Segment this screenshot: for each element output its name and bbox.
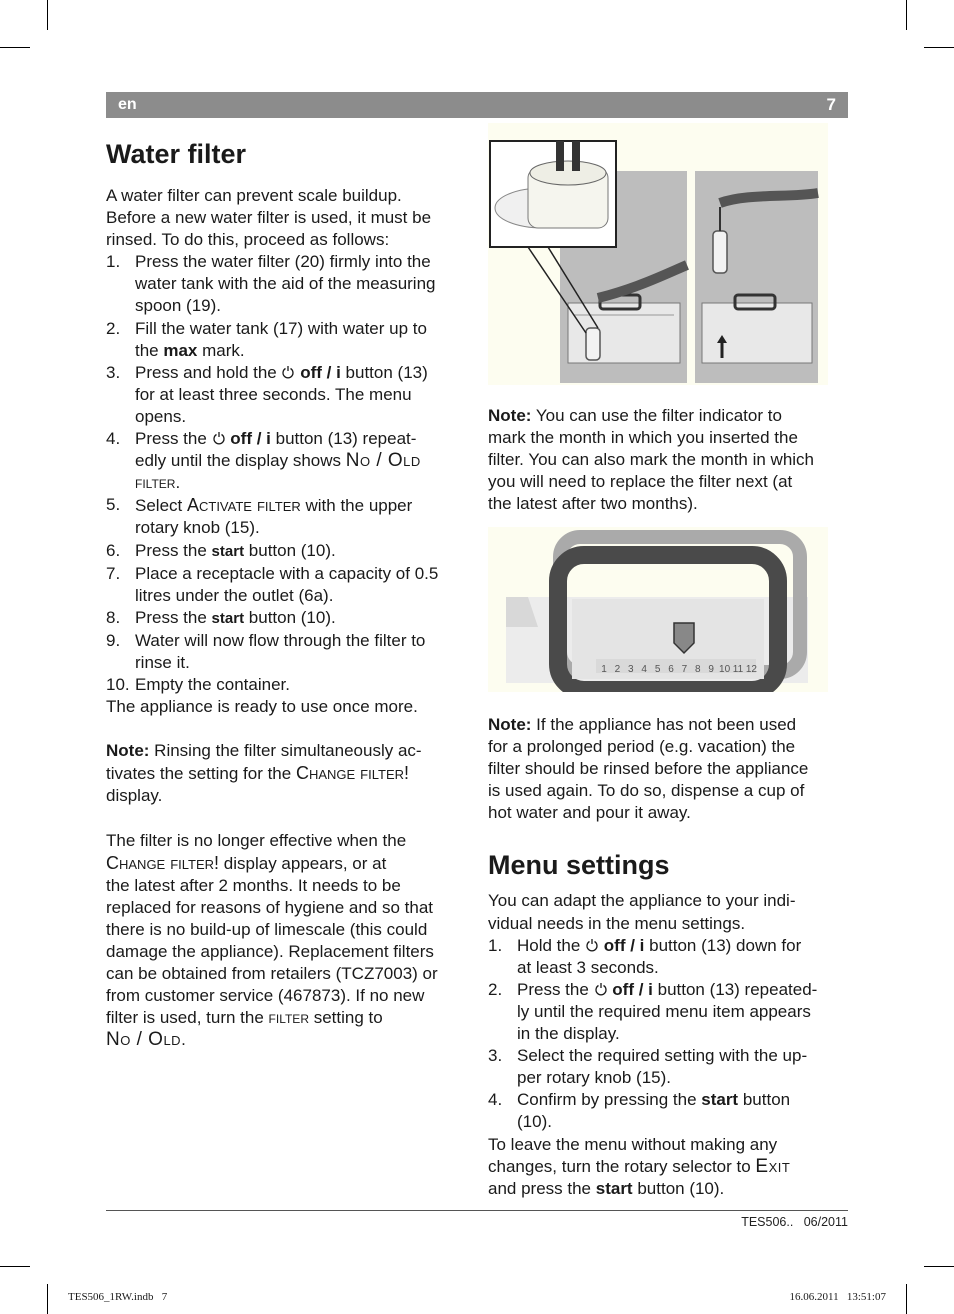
crop-mark — [924, 1266, 954, 1267]
step-text: Water will now flow through the filter to — [135, 630, 426, 650]
note-paragraph: display. — [106, 786, 163, 806]
note-line: Note: You can use the filter indicator to — [488, 406, 782, 425]
section-title: Water filter — [106, 139, 247, 169]
step-item — [106, 630, 468, 674]
note-line: Note: If the appliance has not been used — [488, 715, 797, 734]
month-label: 5 — [654, 664, 661, 675]
step-text: rinse it. — [135, 652, 190, 672]
month-label: 3 — [628, 664, 634, 675]
leave-menu-line: changes, turn the rotary selector to Exit — [488, 1155, 791, 1177]
intro-line: rinsed. To do this, proceed as follows: — [106, 230, 390, 250]
leave-menu-line: To leave the menu without making any — [488, 1134, 778, 1154]
filter-info-line: the latest after 2 months. It needs to be — [106, 875, 401, 895]
step-text: edly until the display shows No / Old — [135, 450, 421, 472]
step-item: 2. Press the off / i button (13) repeated- ly until the required menu item appears in the display. — [488, 979, 818, 1044]
step-text: filter. — [135, 473, 181, 493]
filter-info-line: damage the appliance). Replacement filters — [106, 942, 434, 961]
step-item: 4. Confirm by pressing the start button (10). — [488, 1090, 791, 1132]
step-item — [106, 362, 468, 428]
filter-info-line: there is no build-up of limescale (this could — [106, 919, 428, 939]
month-label: 6 — [668, 664, 674, 675]
intro-line: A water filter can prevent scale buildup. — [106, 186, 402, 205]
filter-info-line: filter is used, turn the filter setting to — [106, 1008, 383, 1028]
print-timestamp: 16.06.2011 13:51:07 — [789, 1291, 886, 1303]
section-title: Menu settings — [488, 850, 670, 881]
step-item — [106, 428, 468, 494]
filter-info-line: No / Old. — [106, 1029, 186, 1051]
intro-line: You can adapt the appliance to your indi- — [488, 891, 796, 911]
step-item — [106, 674, 468, 696]
rinse-steps — [106, 251, 468, 696]
leave-menu-line: and press the start button (10). — [488, 1178, 725, 1198]
month-label: 7 — [681, 664, 688, 675]
step-item — [106, 563, 468, 607]
right-lower-text — [488, 714, 850, 1200]
power-icon — [212, 431, 226, 445]
step-item: 3. Select the required setting with the up- per rotary knob (15). — [488, 1046, 808, 1088]
footer-divider — [106, 1210, 848, 1211]
note-paragraph: Note: Rinsing the filter simultaneously ac- — [106, 741, 422, 761]
crop-mark — [47, 0, 48, 30]
power-icon — [594, 982, 608, 996]
crop-mark — [906, 1284, 907, 1314]
step-item — [106, 318, 468, 362]
note-line: for a prolonged period (e.g. vacation) the — [488, 737, 796, 757]
note-line: filter. You can also mark the month in which — [488, 450, 815, 470]
step-number: 3. — [106, 362, 121, 382]
step-text: spoon (19). — [135, 296, 221, 316]
filter-info-line: replaced for reasons of hygiene and so that — [106, 897, 433, 917]
month-label: 12 — [745, 664, 757, 675]
page-number: 7 — [826, 95, 836, 114]
month-label: 10 — [719, 664, 731, 675]
step-text: Place a receptacle with a capacity of 0.5 — [135, 563, 439, 583]
step-text: Press the start button (10). — [135, 607, 336, 627]
note-line: hot water and pour it away. — [488, 803, 691, 823]
step-text: Press and hold the off / i button (13) — [135, 362, 428, 382]
power-icon — [585, 938, 599, 952]
step-item: 1. Hold the off / i button (13) down for at least 3 seconds. — [488, 935, 802, 977]
power-icon — [281, 365, 295, 379]
crop-mark — [0, 1266, 30, 1267]
step-text: the max mark. — [135, 340, 245, 360]
step-text: Empty the container. — [135, 675, 290, 695]
step-number: 9. — [106, 630, 121, 650]
step-number: 6. — [106, 540, 121, 560]
filter-info-line: can be obtained from retailers (TCZ7003) or — [106, 964, 438, 984]
menu-steps — [488, 935, 850, 1134]
step-number: 5. — [106, 495, 121, 515]
step-text: Press the start button (10). — [135, 540, 336, 560]
crop-mark — [47, 1284, 48, 1314]
intro-line: vidual needs in the menu settings. — [488, 913, 746, 933]
step-item — [106, 494, 468, 539]
note-line: is used again. To do so, dispense a cup of — [488, 781, 805, 801]
note-line: mark the month in which you inserted the — [488, 428, 798, 448]
ready-text: The appliance is ready to use once more. — [106, 697, 418, 717]
filter-insertion-illustration — [488, 123, 828, 385]
step-item — [106, 607, 468, 630]
step-text: Select Activate filter with the upper — [135, 495, 413, 516]
note-paragraph: tivates the setting for the Change filter! — [106, 763, 410, 784]
step-text: litres under the outlet (6a). — [135, 585, 334, 605]
crop-mark — [906, 0, 907, 30]
month-label: 9 — [708, 664, 714, 675]
step-number: 2. — [106, 318, 121, 338]
page-header — [106, 92, 848, 118]
intro-line: Before a new water filter is used, it must be — [106, 208, 432, 228]
filter-indicator-note — [488, 405, 850, 515]
language-label: en — [118, 96, 137, 113]
month-label: 8 — [695, 664, 701, 675]
month-label: 4 — [641, 664, 647, 675]
crop-mark — [0, 47, 30, 48]
step-text: water tank with the aid of the measuring — [135, 274, 436, 294]
step-text: Fill the water tank (17) with water up to — [135, 318, 427, 338]
crop-mark — [924, 47, 954, 48]
month-label: 2 — [614, 664, 621, 675]
step-number: 10. — [106, 675, 130, 695]
step-number: 7. — [106, 563, 121, 583]
step-item — [106, 540, 468, 563]
step-number: 4. — [106, 429, 121, 449]
step-text: rotary knob (15). — [135, 518, 260, 538]
step-number: 8. — [106, 607, 121, 627]
water-filter-section — [106, 137, 468, 1051]
step-text: Press the water filter (20) firmly into the — [135, 252, 431, 272]
note-line: filter should be rinsed before the appliance — [488, 759, 809, 779]
month-label: 1 — [601, 664, 607, 675]
filter-info-line: The filter is no longer effective when the — [106, 830, 407, 850]
step-text: opens. — [135, 406, 187, 426]
step-number: 1. — [106, 252, 121, 272]
step-text: Press the off / i button (13) repeat- — [135, 429, 417, 449]
note-line: you will need to replace the filter next (at — [488, 472, 793, 492]
month-label: 11 — [732, 664, 744, 675]
print-file-info: TES506_1RW.indb 7 — [68, 1291, 168, 1303]
step-item — [106, 251, 468, 317]
note-line: the latest after two months). — [488, 494, 698, 514]
filter-info-line: from customer service (467873). If no new — [106, 986, 425, 1006]
filter-info-line: Change filter! display appears, or at — [106, 852, 387, 873]
filter-month-indicator-illustration — [488, 527, 828, 692]
step-text: for at least three seconds. The menu — [135, 384, 412, 404]
model-date: TES506.. 06/2011 — [741, 1215, 848, 1229]
